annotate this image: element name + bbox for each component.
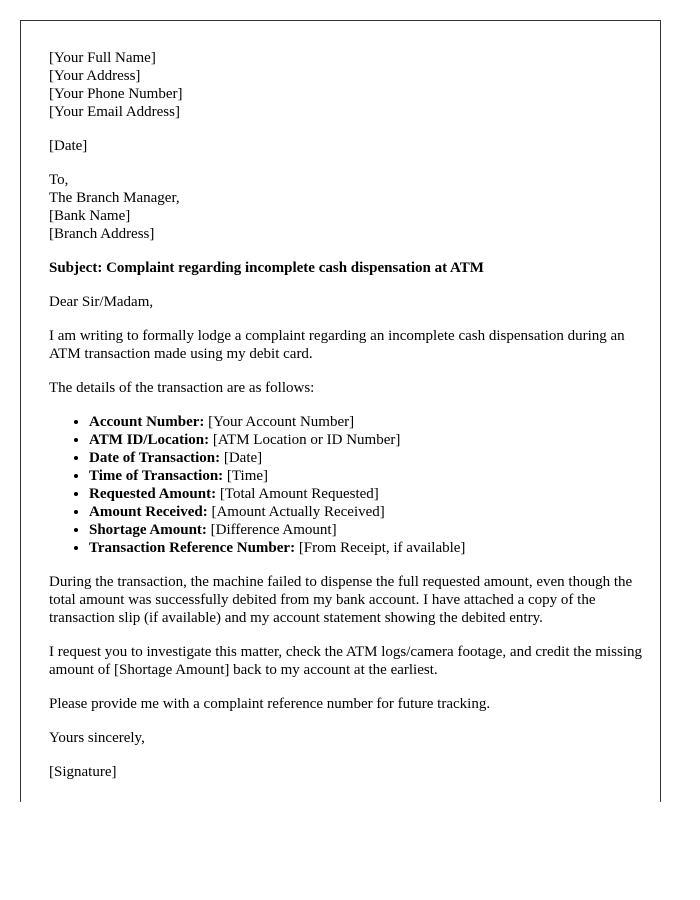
body-paragraph-3: Please provide me with a complaint reference number for future tracking. [49, 696, 491, 712]
body-paragraph-1: During the transaction, the machine failed to dispense the full requested amount, even though the total amount was successfully debited from my bank account. I have attached a copy of the transaction slip (if available) and my account statement showing the debited entry. [49, 574, 633, 626]
subject-text: Subject: Complaint regarding incomplete cash dispensation at ATM [49, 260, 484, 276]
recipient-block [49, 171, 648, 243]
detail-label: Account Number: [89, 414, 205, 430]
recipient-bank: [Bank Name] [49, 208, 131, 224]
detail-value: [Difference Amount] [206, 522, 337, 538]
body-paragraph-2: I request you to investigate this matter, check the ATM logs/camera footage, and credit the missing amount of [Shortage Amount] back to my account at the earliest. [49, 644, 642, 678]
details-intro: The details of the transaction are as follows: [49, 380, 315, 396]
recipient-title: The Branch Manager, [49, 190, 180, 206]
intro-paragraph: I am writing to formally lodge a complaint regarding an incomplete cash dispensation during an ATM transaction made using my debit card. [49, 328, 625, 362]
transaction-details-list [49, 413, 648, 557]
sender-name: [Your Full Name] [49, 50, 156, 66]
closing: Yours sincerely, [49, 730, 145, 746]
recipient-address: [Branch Address] [49, 226, 155, 242]
detail-label: Requested Amount: [89, 486, 217, 502]
detail-label: Date of Transaction: [89, 450, 221, 466]
detail-value: [Total Amount Requested] [216, 486, 379, 502]
detail-value: [ATM Location or ID Number] [209, 432, 401, 448]
detail-label: Transaction Reference Number: [89, 540, 296, 556]
detail-label: Time of Transaction: [89, 468, 224, 484]
sender-block [49, 49, 648, 121]
sender-address: [Your Address] [49, 68, 141, 84]
list-item [89, 503, 648, 521]
detail-label: ATM ID/Location: [89, 432, 210, 448]
list-item [89, 431, 648, 449]
list-item [89, 485, 648, 503]
detail-value: [Your Account Number] [204, 414, 355, 430]
list-item [89, 539, 648, 557]
list-item [89, 449, 648, 467]
sender-email: [Your Email Address] [49, 104, 180, 120]
detail-value: [Time] [223, 468, 269, 484]
detail-value: [Date] [220, 450, 263, 466]
detail-label: Amount Received: [89, 504, 208, 520]
detail-value: [Amount Actually Received] [207, 504, 385, 520]
list-item [89, 413, 648, 431]
detail-label: Shortage Amount: [89, 522, 207, 538]
letter-page [20, 20, 661, 802]
list-item [89, 467, 648, 485]
salutation: Dear Sir/Madam, [49, 294, 154, 310]
signature: [Signature] [49, 764, 117, 780]
letter-date: [Date] [49, 138, 88, 154]
sender-phone: [Your Phone Number] [49, 86, 183, 102]
recipient-to: To, [49, 172, 69, 188]
list-item [89, 521, 648, 539]
detail-value: [From Receipt, if available] [295, 540, 466, 556]
subject-line [49, 259, 648, 277]
